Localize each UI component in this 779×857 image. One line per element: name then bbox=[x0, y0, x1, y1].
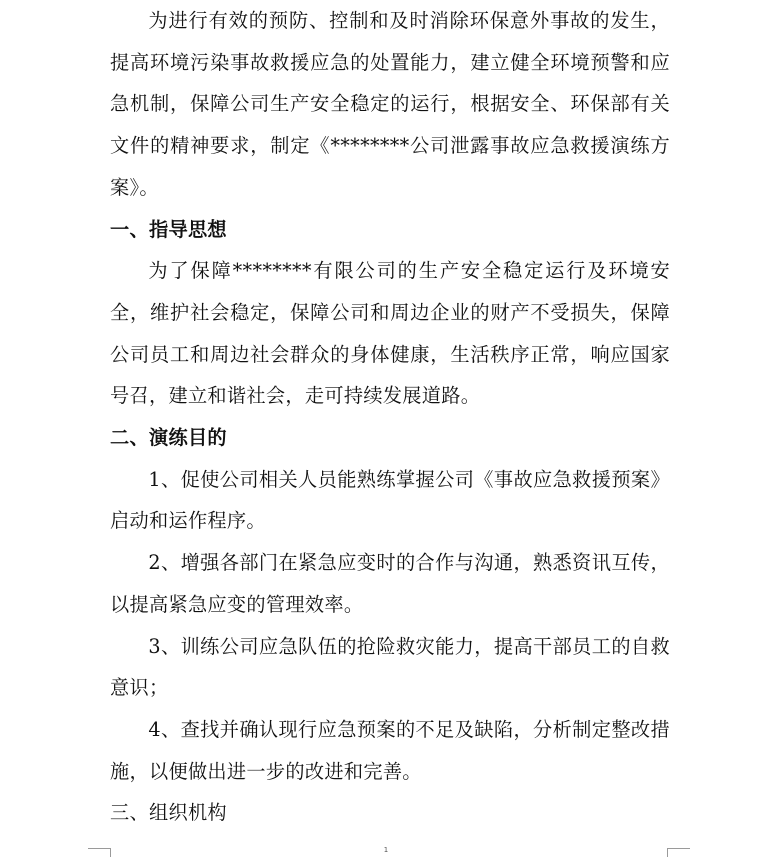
section-heading-organization: 三、组织机构 bbox=[110, 801, 227, 825]
intro-paragraph: 为进行有效的预防、控制和及时消除环保意外事故的发生，提高环境污染事故救援应急的处置能力，建立健全环境预警和应急机制，保障公司生产安全稳定的运行，根据安全、环保部有关文件的精神要求，制定《********公司泄露事故应急救援演练方案》。 bbox=[110, 9, 670, 199]
guiding-principle-paragraph: 为了保障********有限公司的生产安全稳定运行及环境安全，维护社会稳定，保障公司和周边企业的财产不受损失，保障公司员工和周边社会群众的身体健康，生活秩序正常，响应国家号召，建立和谐社会，走可持续发展道路。 bbox=[110, 259, 670, 408]
document-body bbox=[110, 0, 670, 834]
page-number: 1 bbox=[383, 846, 389, 854]
page-corner-mark-right bbox=[667, 848, 690, 857]
section-heading-guiding-principle: 一、指导思想 bbox=[110, 217, 227, 241]
drill-purpose-item-2: 2、增强各部门在紧急应变时的合作与沟通，熟悉资讯互传，以提高紧急应变的管理效率。 bbox=[110, 551, 670, 616]
section-heading-drill-purpose: 二、演练目的 bbox=[110, 426, 227, 450]
drill-purpose-item-4: 4、查找并确认现行应急预案的不足及缺陷，分析制定整改措施，以便做出进一步的改进和完善。 bbox=[110, 717, 670, 783]
page-corner-mark-left bbox=[88, 848, 111, 857]
drill-purpose-item-1: 1、促使公司相关人员能熟练掌握公司《事故应急救援预案》启动和运作程序。 bbox=[110, 467, 670, 533]
drill-purpose-item-3: 3、训练公司应急队伍的抢险救灾能力，提高干部员工的自救意识； bbox=[110, 634, 670, 700]
